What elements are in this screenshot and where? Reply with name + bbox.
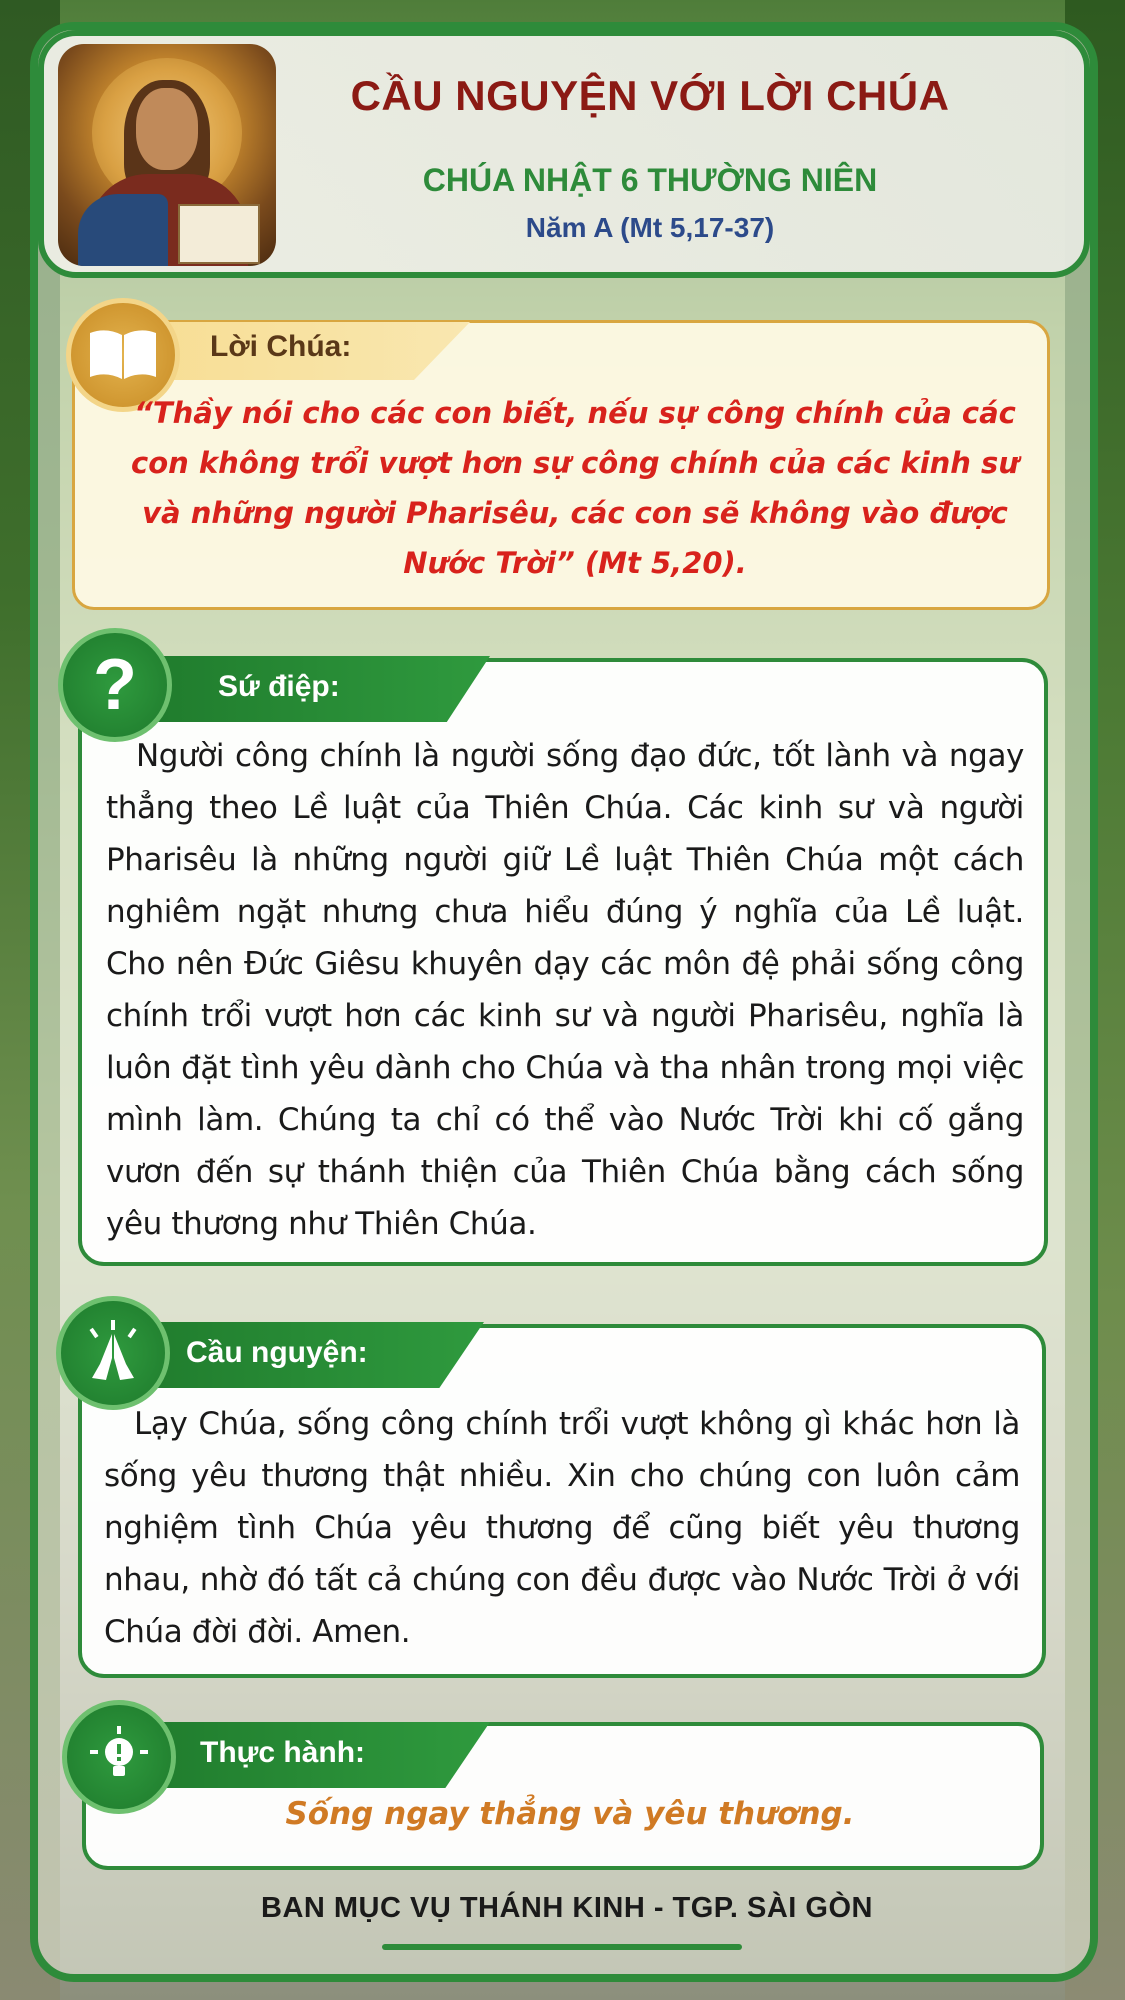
message-label: Sứ điệp: [218, 670, 340, 703]
question-icon: ? [58, 628, 172, 742]
praying-hands-icon [56, 1296, 170, 1410]
page-title: CẦU NGUYỆN VỚI LỜI CHÚA [350, 72, 950, 119]
prayer-text: Lạy Chúa, sống công chính trổi vượt không gì khác hơn là sống yêu thương thật nhiều. Xin cho chúng con luôn cảm nghiệm tình Chúa yêu thương để cũng biết yêu thương nhau, nhờ đó tất cả chúng con đều được vào Nước Trời ở với Chúa đời đời. Amen. [104, 1406, 1020, 1650]
message-text: Người công chính là người sống đạo đức, tốt lành và ngay thẳng theo Lề luật của Thiên Chúa. Các kinh sư và người Pharisêu là những người giữ Lề luật Thiên Chúa một cách nghiêm ngặt nhưng chưa hiểu đúng ý nghĩa của Lề luật. Cho nên Đức Giêsu khuyên dạy các môn đệ phải sống công chính trổi vượt hơn các kinh sư và người Pharisêu, nghĩa là luôn đặt tình yêu dành cho Chúa và tha nhân trong mọi việc mình làm. Chúng ta chỉ có thể vào Nước Trời khi cố gắng vươn đến sự thánh thiện của Thiên Chúa bằng cách sống yêu thương như Thiên Chúa. [106, 738, 1024, 1242]
page-subtitle: CHÚA NHẬT 6 THƯỜNG NIÊN [422, 162, 878, 198]
gospel-reference: Năm A (Mt 5,17-37) [525, 212, 775, 243]
scripture-quote: “Thầy nói cho các con biết, nếu sự công chính của các con không trổi vượt hơn sự công chính của các kinh sư và những người Pharisêu, các con sẽ không vào được Nước Trời” (Mt 5,20). [131, 396, 1019, 580]
prayer-label: Cầu nguyện: [186, 1336, 368, 1369]
practice-text: Sống ngay thẳng và yêu thương. [285, 1796, 855, 1832]
footer-divider [382, 1944, 742, 1950]
word-of-god-label: Lời Chúa: [210, 330, 352, 363]
footer-credit: BAN MỤC VỤ THÁNH KINH - TGP. SÀI GÒN [261, 1892, 873, 1924]
practice-label: Thực hành: [200, 1736, 366, 1769]
